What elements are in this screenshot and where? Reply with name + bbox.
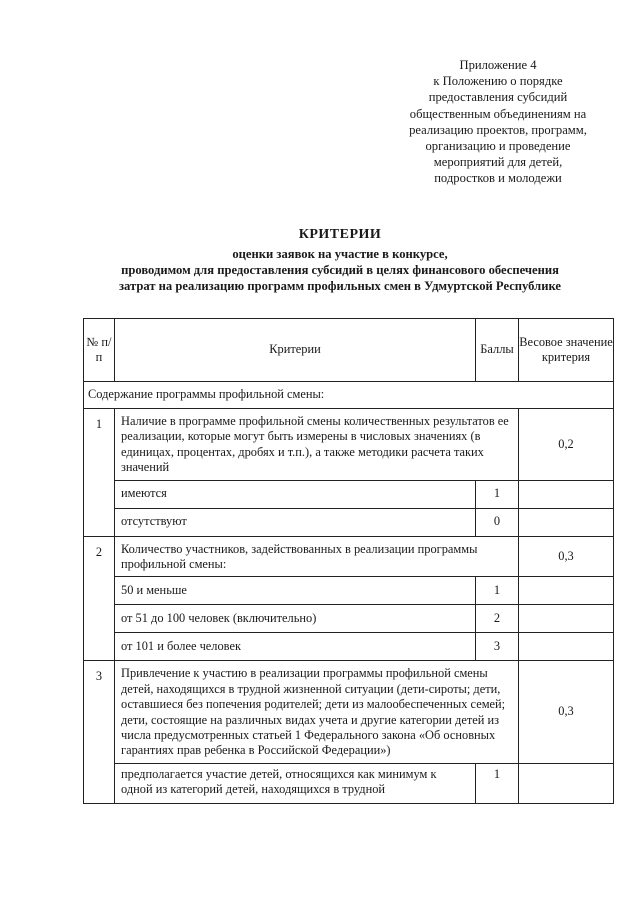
- option-score: 1: [476, 480, 519, 508]
- document-title-block: [40, 226, 640, 294]
- option-score: 2: [476, 605, 519, 633]
- table-row: [84, 633, 614, 661]
- option-label: имеются: [115, 480, 476, 508]
- appendix-line: к Положению о порядке: [433, 74, 563, 89]
- appendix-line: реализацию проектов, программ,: [409, 122, 587, 137]
- appendix-line: Приложение 4: [459, 58, 537, 72]
- header-score: Баллы: [476, 319, 519, 382]
- empty-weight-cell: [519, 633, 614, 661]
- document-subtitle-line: оценки заявок на участие в конкурсе,: [232, 247, 448, 261]
- document-title: КРИТЕРИИ: [298, 227, 382, 242]
- criterion-weight: 0,2: [519, 409, 614, 481]
- table-row: [84, 577, 614, 605]
- appendix-line: мероприятий для детей,: [433, 155, 563, 170]
- empty-weight-cell: [519, 577, 614, 605]
- table-row: [84, 605, 614, 633]
- criteria-table: [83, 318, 614, 804]
- section-row: [84, 382, 614, 409]
- table-row: [84, 763, 614, 803]
- option-score: 1: [476, 763, 519, 803]
- table-row: [84, 508, 614, 536]
- option-score: 3: [476, 633, 519, 661]
- criterion-weight: 0,3: [519, 661, 614, 763]
- empty-weight-cell: [519, 480, 614, 508]
- appendix-line: общественным объединениям на: [409, 106, 587, 121]
- header-criteria: Критерии: [115, 319, 476, 382]
- row-number: 3: [84, 661, 115, 803]
- option-label: 50 и меньше: [115, 577, 476, 605]
- appendix-line: предоставления субсидий: [428, 90, 568, 105]
- appendix-reference: [392, 57, 604, 187]
- row-number: 2: [84, 536, 115, 661]
- document-subtitle-line: проводимом для предоставления субсидий в целях финансового обеспечения: [121, 263, 559, 277]
- header-num: № п/п: [84, 319, 115, 382]
- criterion-text: Привлечение к участию в реализации программы профильной смены детей, находящихся в трудной жизненной ситуации (дети-сироты; дети, оставшиеся без попечения родителей; дети из малообеспеченных семей; дети, состоящие на различных видах учета и другие категории детей из числа предусмотренных статьей 1 Федерального закона «Об основных гарантиях прав ребенка в Российской Федерации»): [115, 661, 519, 763]
- table-row: [84, 409, 614, 481]
- header-weight: Весовое значение критерия: [519, 319, 614, 382]
- option-label: отсутствуют: [115, 508, 476, 536]
- table-row: [84, 480, 614, 508]
- appendix-line: организацию и проведение: [425, 139, 571, 154]
- appendix-line: подростков и молодежи: [434, 171, 562, 186]
- row-number: 1: [84, 409, 115, 537]
- table-row: [84, 661, 614, 763]
- criterion-text: Наличие в программе профильной смены количественных результатов ее реализации, которые могут быть измерены в числовых значениях (в единицах, процентах, дробях и т.п.), а также методики расчета таких значений: [115, 409, 519, 481]
- empty-weight-cell: [519, 763, 614, 803]
- option-label: от 51 до 100 человек (включительно): [115, 605, 476, 633]
- criterion-weight: 0,3: [519, 536, 614, 577]
- option-score: 1: [476, 577, 519, 605]
- option-label: от 101 и более человек: [115, 633, 476, 661]
- option-score: 0: [476, 508, 519, 536]
- empty-weight-cell: [519, 605, 614, 633]
- table-row: [84, 536, 614, 577]
- criterion-text: Количество участников, задействованных в реализации программы профильной смены:: [115, 536, 519, 577]
- table-header-row: [84, 319, 614, 382]
- empty-weight-cell: [519, 508, 614, 536]
- option-label: предполагается участие детей, относящихся как минимум к одной из категорий детей, находящихся в трудной: [115, 763, 476, 803]
- section-title: Содержание программы профильной смены:: [84, 382, 614, 409]
- document-subtitle-line: затрат на реализацию программ профильных смен в Удмуртской Республике: [118, 279, 562, 293]
